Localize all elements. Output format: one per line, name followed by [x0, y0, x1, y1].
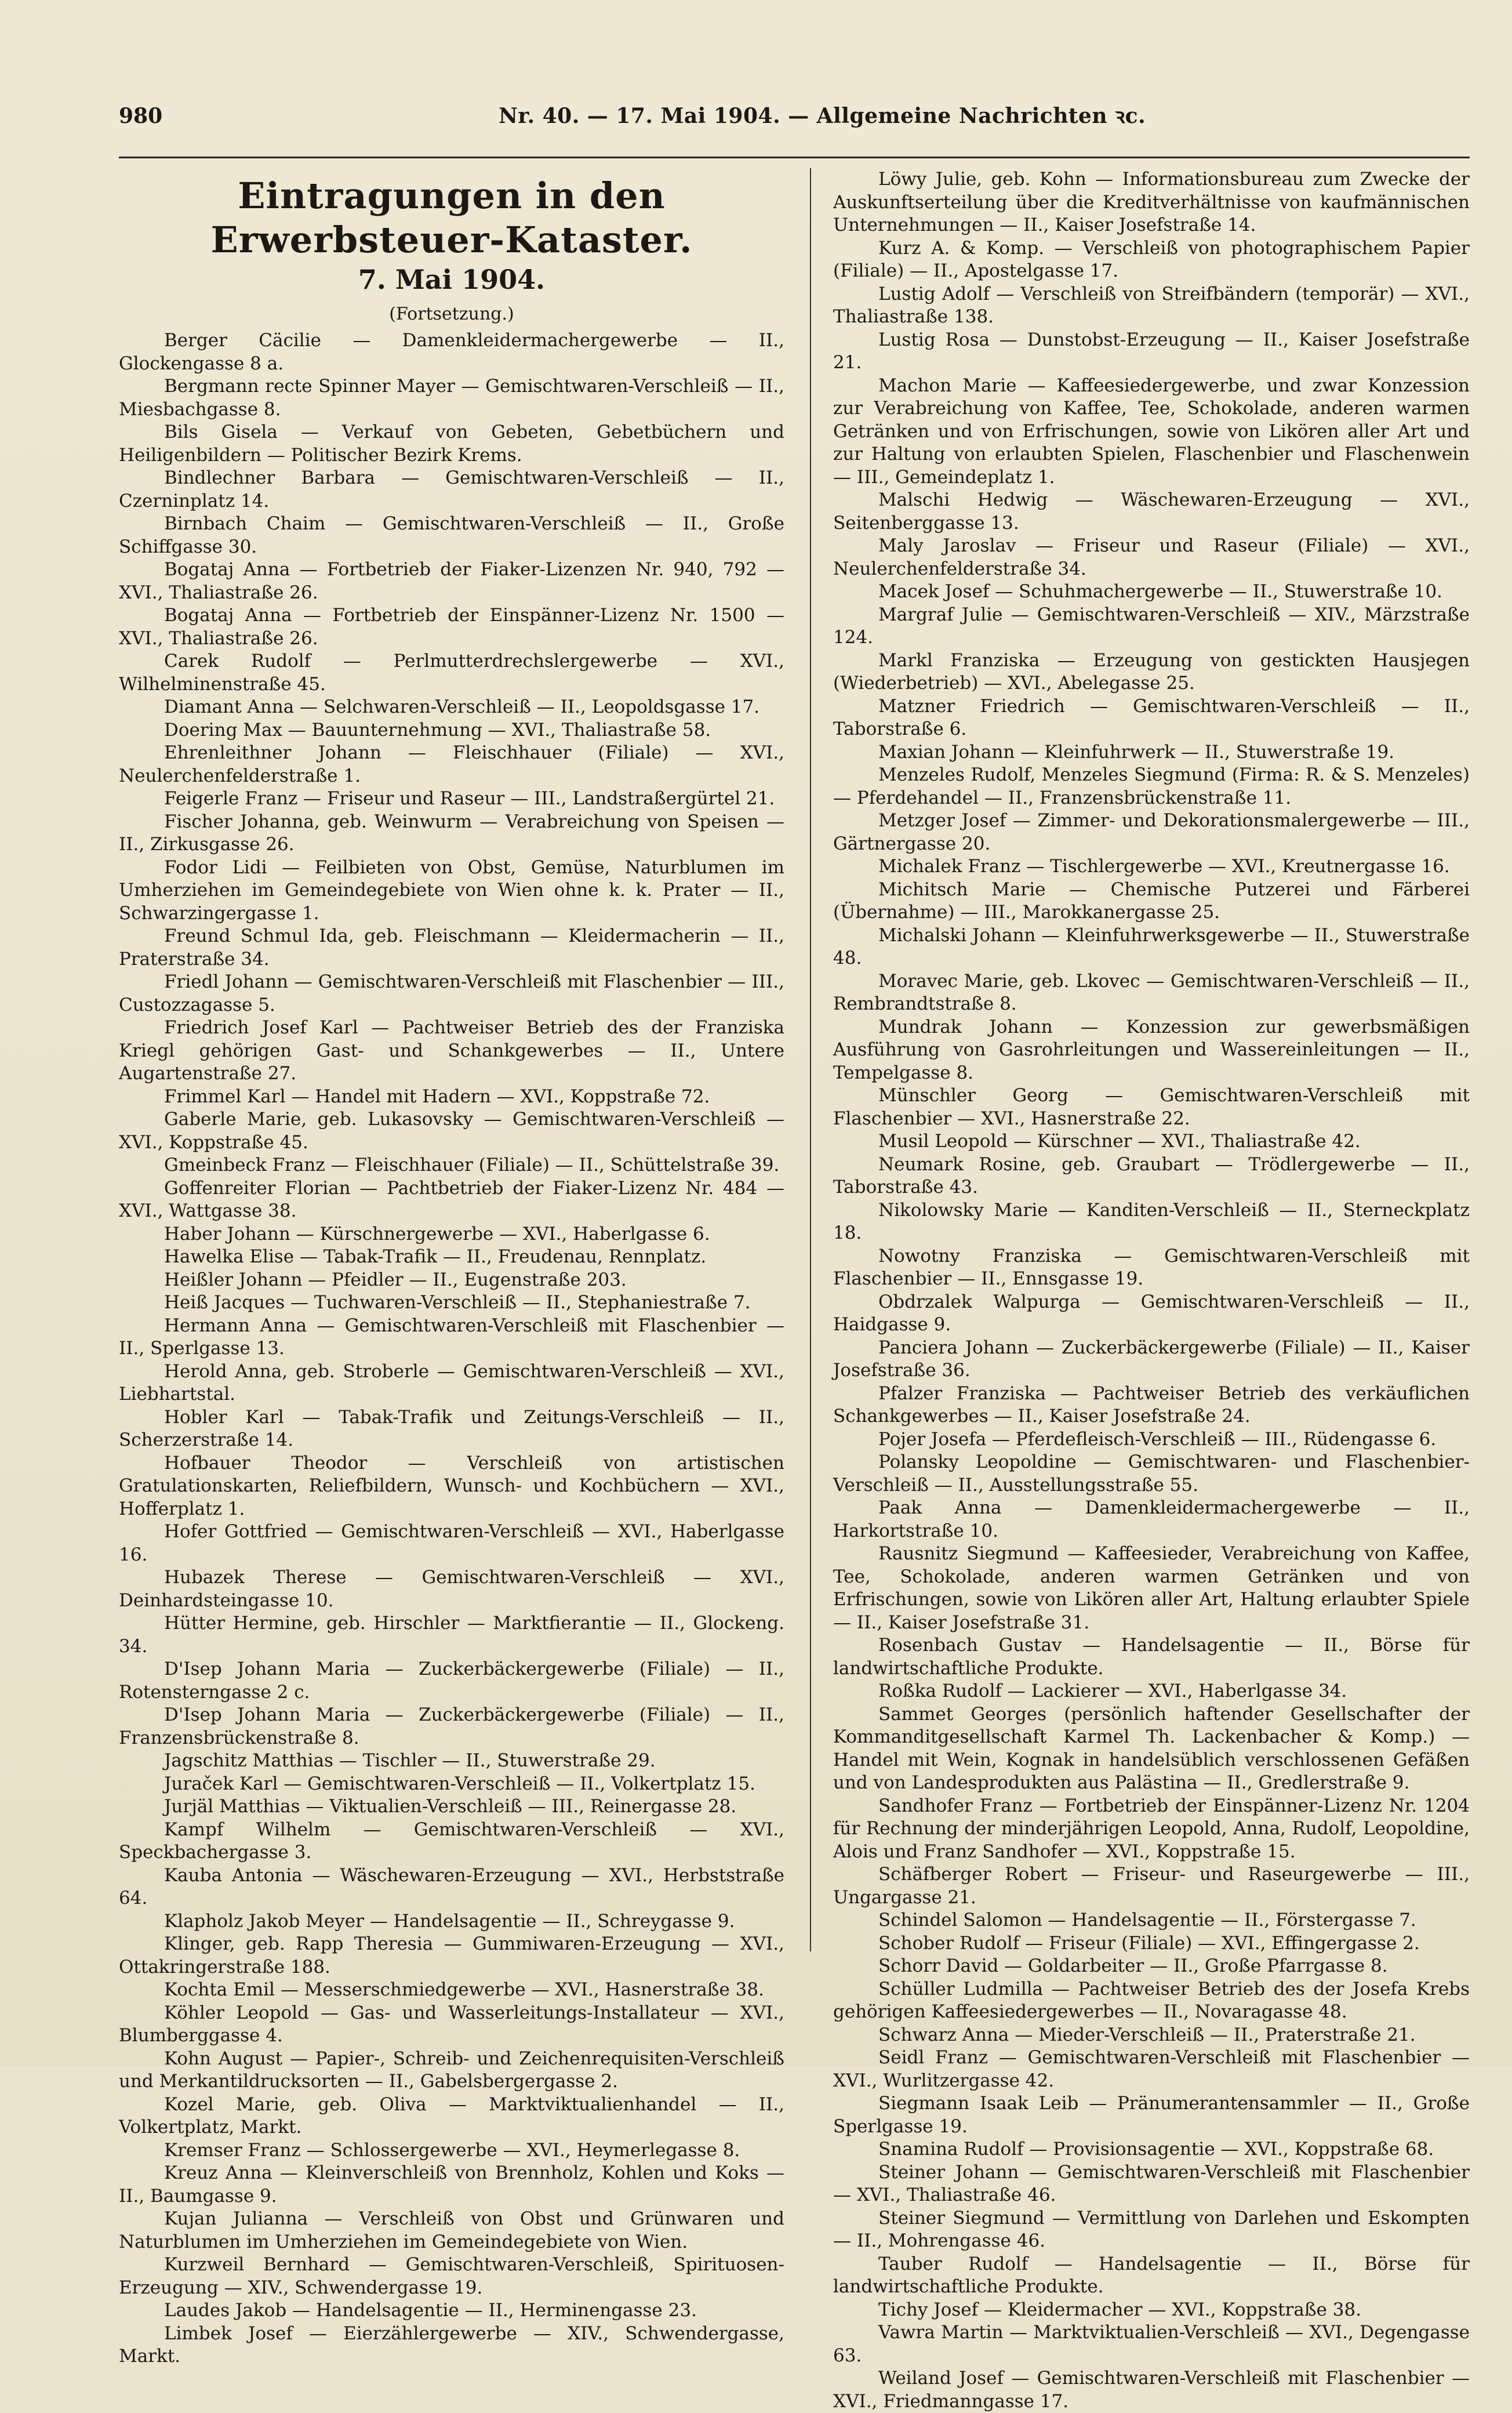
register-entry: Haber Johann — Kürschnergewerbe — XVI., Haberlgasse 6. [164, 1223, 710, 1244]
register-entry: Bergmann recte Spinner Mayer — Gemischtwaren-Verschleiß — II., Miesbachgasse 8. [119, 376, 784, 420]
register-entry: Rosenbach Gustav — Handelsagentie — II., Börse für landwirtschaftliche Produkte. [833, 1635, 1470, 1679]
register-entry: Matzner Friedrich — Gemischtwaren-Verschleiß — II., Taborstraße 6. [833, 695, 1470, 739]
column-divider [810, 168, 811, 1951]
register-entry: Pojer Josefa — Pferdefleisch-Verschleiß — III., Rüdengasse 6. [878, 1428, 1437, 1450]
register-entry: Hütter Hermine, geb. Hirschler — Marktfierantie — II., Glockeng. 34. [119, 1613, 784, 1657]
register-entry: Polansky Leopoldine — Gemischtwaren- und Flaschenbier-Verschleiß — II., Ausstellungsstraße 55. [833, 1452, 1470, 1496]
register-entry: Tichy Josef — Kleidermacher — XVI., Koppstraße 38. [878, 2299, 1362, 2320]
register-entry: Mundrak Johann — Konzession zur gewerbsmäßigen Ausführung von Gasrohrleitungen und Wassereinleitungen — II., Tempelgasse 8. [833, 1016, 1470, 1083]
register-entry: Maxian Johann — Kleinfuhrwerk — II., Stuwerstraße 19. [878, 741, 1395, 763]
register-entry: Schwarz Anna — Mieder-Verschleiß — II., Praterstraße 21. [878, 2024, 1416, 2045]
register-entry: Freund Schmul Ida, geb. Fleischmann — Kleidermacherin — II., Praterstraße 34. [119, 926, 784, 970]
register-entry: Steiner Johann — Gemischtwaren-Verschleiß mit Flaschenbier — XVI., Thaliastraße 46. [833, 2161, 1470, 2205]
register-entry: Schindel Salomon — Handelsagentie — II., Förstergasse 7. [878, 1910, 1416, 1931]
register-entry: Hermann Anna — Gemischtwaren-Verschleiß mit Flaschenbier — II., Sperlgasse 13. [119, 1315, 784, 1359]
register-entry: Bogataj Anna — Fortbetrieb der Fiaker-Lizenzen Nr. 940, 792 — XVI., Thaliastraße 26. [119, 559, 784, 603]
register-entry: Ehrenleithner Johann — Fleischhauer (Filiale) — XVI., Neulerchenfelderstraße 1. [119, 742, 784, 786]
register-entry: Nowotny Franziska — Gemischtwaren-Verschleiß mit Flaschenbier — II., Ennsgasse 19. [833, 1245, 1470, 1289]
register-entry: Berger Cäcilie — Damenkleidermachergewerbe — II., Glockengasse 8 a. [119, 330, 784, 374]
register-entry: Siegmann Isaak Leib — Pränumerantensammler — II., Große Sperlgasse 19. [833, 2093, 1470, 2137]
header-rule [119, 157, 1470, 158]
register-entry: Snamina Rudolf — Provisionsagentie — XVI., Koppstraße 68. [878, 2139, 1434, 2160]
section-date: 7. Mai 1904. [358, 264, 546, 295]
register-entry: Schüller Ludmilla — Pachtweiser Betrieb des der Josefa Krebs gehörigen Kaffeesiedergewerbes — II., Novaragasse 48. [833, 1978, 1470, 2022]
register-entry: Roßka Rudolf — Lackierer — XVI., Haberlgasse 34. [878, 1681, 1347, 1701]
register-entry: Limbek Josef — Eierzählergewerbe — XIV., Schwendergasse, Markt. [119, 2323, 784, 2367]
register-entry: Pfalzer Franziska — Pachtweiser Betrieb des verkäuflichen Schankgewerbes — II., Kaiser Josefstraße 24. [833, 1383, 1470, 1427]
section-title: Eintragungen in den Erwerbsteuer-Kataster. [210, 175, 693, 261]
register-entry: Maly Jaroslav — Friseur und Raseur (Filiale) — XVI., Neulerchenfelderstraße 34. [833, 535, 1470, 579]
register-entry: Jagschitz Matthias — Tischler — II., Stuwerstraße 29. [164, 1750, 656, 1771]
register-entry: Moravec Marie, geb. Lkovec — Gemischtwaren-Verschleiß — II., Rembrandtstraße 8. [833, 970, 1470, 1014]
register-entry: Metzger Josef — Zimmer- und Dekorationsmalergewerbe — III., Gärtnergasse 20. [833, 810, 1470, 854]
register-entry: Laudes Jakob — Handelsagentie — II., Herminengasse 23. [164, 2300, 697, 2321]
register-entry: Sandhofer Franz — Fortbetrieb der Einspänner-Lizenz Nr. 1204 für Rechnung der minderjährigen Leopold, Anna, Rudolf, Leopoldine, Alois und Franz Sandhofer — XVI., Koppstraße 15. [833, 1795, 1470, 1862]
register-entry: Sammet Georges (persönlich haftender Gesellschafter der Kommanditgesellschaft Karmel Th. Lackenbacher & Komp.) — Handel mit Wein, Kognak in handelsüblich verschlossenen Gefäßen und von Landesprodukten aus Palästina — II., Gredlerstraße 9. [833, 1703, 1470, 1793]
left-column [119, 174, 784, 2368]
register-entry: D'Isep Johann Maria — Zuckerbäckergewerbe (Filiale) — II., Franzensbrückenstraße 8. [119, 1704, 784, 1748]
register-entry: Bils Gisela — Verkauf von Gebeten, Gebetbüchern und Heiligenbildern — Politischer Bezirk Krems. [119, 422, 784, 466]
register-entry: Kreuz Anna — Kleinverschleiß von Brennholz, Kohlen und Koks — II., Baumgasse 9. [119, 2162, 784, 2207]
register-entry: Klinger, geb. Rapp Theresia — Gummiwaren-Erzeugung — XVI., Ottakringerstraße 188. [119, 1933, 784, 1977]
register-entry: Neumark Rosine, geb. Graubart — Trödlergewerbe — II., Taborstraße 43. [833, 1153, 1470, 1198]
register-entry: Heißler Johann — Pfeidler — II., Eugenstraße 203. [164, 1269, 627, 1290]
register-entry: Friedrich Josef Karl — Pachtweiser Betrieb des der Franziska Kriegl gehörigen Gast- und Schankgewerbes — II., Untere Augartenstraße 27. [119, 1017, 784, 1084]
register-entry: Steiner Siegmund — Vermittlung von Darlehen und Eskompten — II., Mohrengasse 46. [833, 2207, 1470, 2251]
left-entry-list [119, 329, 784, 2368]
register-entry: Birnbach Chaim — Gemischtwaren-Verschleiß — II., Große Schiffgasse 30. [119, 513, 784, 557]
register-entry: Münschler Georg — Gemischtwaren-Verschleiß mit Flaschenbier — XVI., Hasnerstraße 22. [833, 1085, 1470, 1129]
register-entry: Fodor Lidi — Feilbieten von Obst, Gemüse, Naturblumen im Umherziehen im Gemeindegebiete von Wien ohne k. k. Prater — II., Schwarzingergasse 1. [119, 857, 784, 924]
page-number: 980 [119, 104, 163, 128]
register-entry: Gaberle Marie, geb. Lukasovsky — Gemischtwaren-Verschleiß — XVI., Koppstraße 45. [119, 1109, 784, 1153]
register-entry: Paak Anna — Damenkleidermachergewerbe — II., Harkortstraße 10. [833, 1497, 1470, 1541]
register-entry: Juraček Karl — Gemischtwaren-Verschleiß — II., Volkertplatz 15. [164, 1773, 755, 1794]
register-entry: Michalski Johann — Kleinfuhrwerksgewerbe — II., Stuwerstraße 48. [833, 924, 1470, 968]
register-entry: Kurz A. & Komp. — Verschleiß von photographischem Papier (Filiale) — II., Apostelgasse 17. [833, 237, 1470, 281]
register-entry: Kurzweil Bernhard — Gemischtwaren-Verschleiß, Spirituosen-Erzeugung — XIV., Schwendergasse 19. [119, 2254, 784, 2298]
register-entry: Köhler Leopold — Gas- und Wasserleitungs-Installateur — XVI., Blumberggasse 4. [119, 2002, 784, 2046]
register-entry: Hobler Karl — Tabak-Trafik und Zeitungs-Verschleiß — II., Scherzerstraße 14. [119, 1406, 784, 1450]
register-entry: Kremser Franz — Schlossergewerbe — XVI., Heymerlegasse 8. [164, 2139, 740, 2161]
register-entry: Michitsch Marie — Chemische Putzerei und Färberei (Übernahme) — III., Marokkanergasse 25. [833, 879, 1470, 923]
register-entry: Malschi Hedwig — Wäschewaren-Erzeugung — XVI., Seitenberggasse 13. [833, 489, 1470, 534]
register-entry: Lustig Adolf — Verschleiß von Streifbändern (temporär) — XVI., Thaliastraße 138. [833, 283, 1470, 327]
register-entry: Michalek Franz — Tischlergewerbe — XVI., Kreutnergasse 16. [878, 856, 1450, 877]
register-entry: Friedl Johann — Gemischtwaren-Verschleiß mit Flaschenbier — III., Custozzagasse 5. [119, 971, 784, 1015]
register-entry: Rausnitz Siegmund — Kaffeesieder, Verabreichung von Kaffee, Tee, Schokolade, anderen warmen Getränken und von Erfrischungen, sowie von Likören aller Art, Haltung erlaubter Spiele — II., Kaiser Josefstraße 31. [833, 1543, 1470, 1633]
register-entry: Kampf Wilhelm — Gemischtwaren-Verschleiß — XVI., Speckbachergasse 3. [119, 1819, 784, 1863]
register-entry: Seidl Franz — Gemischtwaren-Verschleiß mit Flaschenbier — XVI., Wurlitzergasse 42. [833, 2047, 1470, 2091]
register-entry: Weiland Josef — Gemischtwaren-Verschleiß mit Flaschenbier — XVI., Friedmanngasse 17. [833, 2368, 1470, 2412]
register-entry: Kozel Marie, geb. Oliva — Marktviktualienhandel — II., Volkertplatz, Markt. [119, 2093, 784, 2138]
register-entry: Kohn August — Papier-, Schreib- und Zeichenrequisiten-Verschleiß und Merkantildrucksorten — II., Gabelsbergergasse 2. [119, 2048, 784, 2092]
register-entry: Hubazek Therese — Gemischtwaren-Verschleiß — XVI., Deinhardsteingasse 10. [119, 1567, 784, 1611]
page-header [119, 99, 1383, 133]
right-column [833, 168, 1470, 2413]
register-entry: Schäfberger Robert — Friseur- und Raseurgewerbe — III., Ungargasse 21. [833, 1864, 1470, 1908]
register-entry: Doering Max — Bauunternehmung — XVI., Thaliastraße 58. [164, 719, 711, 741]
register-entry: Bogataj Anna — Fortbetrieb der Einspänner-Lizenz Nr. 1500 — XVI., Thaliastraße 26. [119, 605, 784, 649]
running-head: Nr. 40. — 17. Mai 1904. — Allgemeine Nachrichten ꝛc. [499, 104, 1146, 128]
register-entry: Carek Rudolf — Perlmutterdrechslergewerbe — XVI., Wilhelminenstraße 45. [119, 651, 784, 695]
register-entry: Obdrzalek Walpurga — Gemischtwaren-Verschleiß — II., Haidgasse 9. [833, 1291, 1470, 1335]
register-entry: Goffenreiter Florian — Pachtbetrieb der Fiaker-Lizenz Nr. 484 — XVI., Wattgasse 38. [119, 1177, 784, 1221]
register-entry: Nikolowsky Marie — Kanditen-Verschleiß — II., Sterneckplatz 18. [833, 1199, 1470, 1243]
register-entry: Bindlechner Barbara — Gemischtwaren-Verschleiß — II., Czerninplatz 14. [119, 467, 784, 511]
register-entry: Frimmel Karl — Handel mit Hadern — XVI., Koppstraße 72. [164, 1086, 710, 1107]
register-entry: Kochta Emil — Messerschmiedgewerbe — XVI., Hasnerstraße 38. [164, 1979, 764, 2000]
register-entry: Gmeinbeck Franz — Fleischhauer (Filiale) — II., Schüttelstraße 39. [164, 1155, 780, 1175]
register-entry: Macek Josef — Schuhmachergewerbe — II., Stuwerstraße 10. [878, 581, 1443, 602]
register-entry: Tauber Rudolf — Handelsagentie — II., Börse für landwirtschaftliche Produkte. [833, 2253, 1470, 2297]
register-entry: Schorr David — Goldarbeiter — II., Große Pfarrgasse 8. [878, 1955, 1388, 1976]
register-entry: D'Isep Johann Maria — Zuckerbäckergewerbe (Filiale) — II., Rotensterngasse 2 c. [119, 1659, 784, 1703]
register-entry: Markl Franziska — Erzeugung von gestickten Hausjegen (Wiederbetrieb) — XVI., Abelegasse 25. [833, 649, 1470, 694]
register-entry: Lustig Rosa — Dunstobst-Erzeugung — II., Kaiser Josefstraße 21. [833, 329, 1470, 373]
register-entry: Kujan Julianna — Verschleiß von Obst und Grünwaren und Naturblumen im Umherziehen im Gemeindegebiete von Wien. [119, 2208, 784, 2252]
register-entry: Musil Leopold — Kürschner — XVI., Thaliastraße 42. [878, 1131, 1361, 1152]
register-entry: Heiß Jacques — Tuchwaren-Verschleiß — II., Stephaniestraße 7. [164, 1292, 751, 1313]
register-entry: Diamant Anna — Selchwaren-Verschleiß — II., Leopoldsgasse 17. [164, 696, 760, 717]
register-entry: Machon Marie — Kaffeesiedergewerbe, und zwar Konzession zur Verabreichung von Kaffee, Tee, Schokolade, anderen warmen Getränken und von Erfrischungen, sowie von Likören aller Art und zur Haltung von erlaubten Spielen, Flaschenbier und Flaschenwein — III., Gemeindeplatz 1. [833, 375, 1470, 488]
register-entry: Kauba Antonia — Wäschewaren-Erzeugung — XVI., Herbststraße 64. [119, 1864, 784, 1908]
register-entry: Panciera Johann — Zuckerbäckergewerbe (Filiale) — II., Kaiser Josefstraße 36. [833, 1337, 1470, 1381]
register-entry: Jurjäl Matthias — Viktualien-Verschleiß — III., Reinergasse 28. [164, 1796, 737, 1817]
continuation-note: (Fortsetzung.) [389, 304, 514, 324]
register-entry: Klapholz Jakob Meyer — Handelsagentie — II., Schreygasse 9. [164, 1910, 735, 1932]
register-entry: Schober Rudolf — Friseur (Filiale) — XVI., Effingergasse 2. [878, 1932, 1420, 1954]
register-entry: Menzeles Rudolf, Menzeles Siegmund (Firma: R. & S. Menzeles) — Pferdehandel — II., Franzensbrückenstraße 11. [833, 764, 1470, 808]
register-entry: Hofbauer Theodor — Verschleiß von artistischen Gratulationskarten, Reliefbildern, Wunsch- und Kochbüchern — XVI., Hofferplatz 1. [119, 1452, 784, 1519]
right-entry-list [833, 168, 1470, 2413]
register-entry: Löwy Julie, geb. Kohn — Informationsbureau zum Zwecke der Auskunftserteilung über die Kreditverhältnisse von kaufmännischen Unternehmungen — II., Kaiser Josefstraße 14. [833, 169, 1470, 235]
register-entry: Margraf Julie — Gemischtwaren-Verschleiß — XIV., Märzstraße 124. [833, 604, 1470, 648]
register-entry: Herold Anna, geb. Stroberle — Gemischtwaren-Verschleiß — XVI., Liebhartstal. [119, 1360, 784, 1405]
register-entry: Vawra Martin — Marktviktualien-Verschleiß — XVI., Degengasse 63. [833, 2322, 1470, 2366]
register-entry: Hofer Gottfried — Gemischtwaren-Verschleiß — XVI., Haberlgasse 16. [119, 1521, 784, 1565]
register-entry: Fischer Johanna, geb. Weinwurm — Verabreichung von Speisen — II., Zirkusgasse 26. [119, 811, 784, 855]
register-entry: Hawelka Elise — Tabak-Trafik — II., Freudenau, Rennplatz. [164, 1246, 707, 1267]
register-entry: Feigerle Franz — Friseur und Raseur — III., Landstraßergürtel 21. [164, 788, 775, 809]
